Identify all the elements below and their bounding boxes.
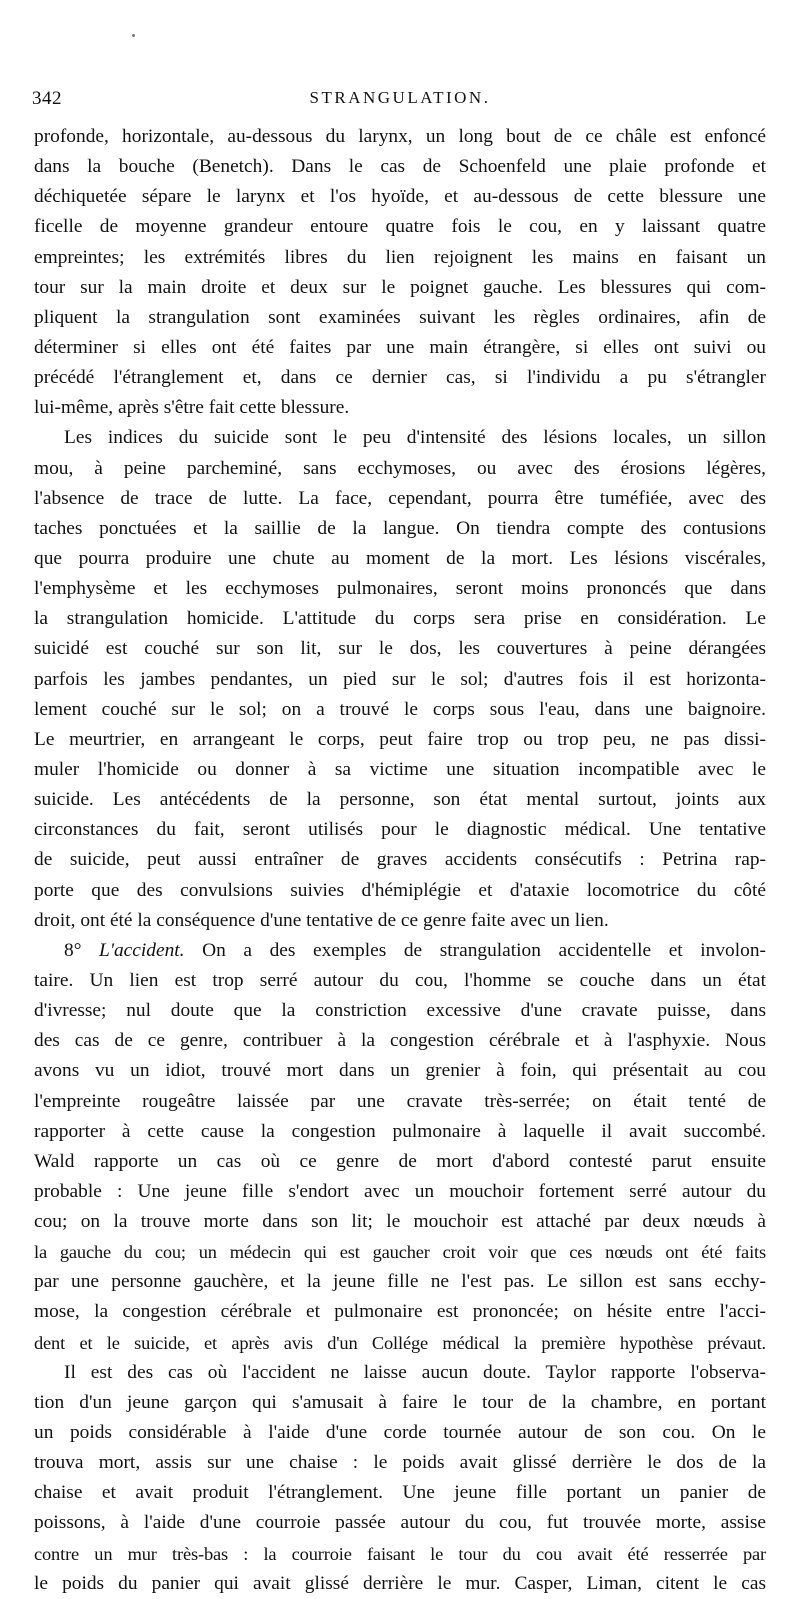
- text-line: profonde, horizontale, au-dessous du larynx, un long bout de ce châle est enfoncé: [34, 126, 766, 147]
- text-line: l'empreinte rougeâtre laissée par une cravate très-serrée; on était tenté de: [34, 1090, 766, 1112]
- page-header: [32, 88, 768, 114]
- print-speck: [132, 34, 135, 37]
- text-line: précédé l'étranglement et, dans ce dernier cas, si l'individu a pu s'étrangler: [34, 367, 766, 389]
- text-line: tion d'un jeune garçon qui s'amusait à faire le tour de la chambre, en portant: [34, 1391, 766, 1413]
- text-line: déterminer si elles ont été faites par une main étrangère, si elles ont suivi ou: [34, 336, 766, 358]
- running-title: STRANGULATION.: [309, 88, 491, 107]
- text-line: de suicide, peut aussi entraîner de graves accidents consécutifs : Petrina rap-: [34, 849, 766, 871]
- text-line: taire. Un lien est trop serré autour du cou, l'homme se couche dans un état: [34, 969, 766, 991]
- text-line: suicidé est couché sur son lit, sur le dos, les couvertures à peine dérangées: [34, 638, 766, 660]
- paragraph-start: Il est des cas où l'accident ne laisse aucun doute. Taylor rapporte l'observa-: [64, 1361, 766, 1383]
- text-line: lement couché sur le sol; on a trouvé le corps sous l'eau, dans une baignoire.: [34, 698, 766, 720]
- text-line: Wald rapporte un cas où ce genre de mort d'abord contesté parut ensuite: [34, 1150, 766, 1172]
- text-line: parfois les jambes pendantes, un pied sur le sol; d'autres fois il est horizonta-: [34, 668, 766, 690]
- text-line: l'absence de trace de lutte. La face, cependant, pourra être tuméfiée, avec des: [34, 487, 766, 509]
- text-line: dent et le suicide, et après avis d'un Collége médical la première hypothèse prévaut.: [34, 1332, 766, 1353]
- text-line: suicide. Les antécédents de la personne, son état mental surtout, joints aux: [34, 789, 766, 811]
- body-text: [34, 122, 766, 1599]
- text-line: droit, ont été la conséquence d'une tentative de ce genre faite avec un lien.: [34, 909, 609, 931]
- text-line: muler l'homicide ou donner à sa victime une situation incompatible avec le: [34, 758, 766, 780]
- text-line: cou; on la trouve morte dans son lit; le mouchoir est attaché par deux nœuds à: [34, 1211, 766, 1233]
- text-line: pliquent la strangulation sont examinées suivant les règles ordinaires, afin de: [34, 306, 766, 328]
- text-line: la strangulation homicide. L'attitude du corps sera prise en considération. Le: [34, 608, 766, 630]
- section-text: On a des exemples de strangulation accidentelle et involon-: [202, 939, 766, 961]
- text-line: porte que des convulsions suivies d'hémiplégie et d'ataxie locomotrice du côté: [34, 879, 766, 901]
- text-line: tour sur la main droite et deux sur le poignet gauche. Les blessures qui com-: [34, 276, 766, 298]
- text-line: mou, à peine parcheminé, sans ecchymoses, ou avec des érosions légères,: [34, 457, 766, 479]
- text-line: un poids considérable à l'aide d'une corde tournée autour de son cou. On le: [34, 1422, 766, 1444]
- text-line: par une personne gauchère, et la jeune fille ne l'est pas. Le sillon est sans ecchy-: [34, 1271, 766, 1293]
- text-line: ficelle de moyenne grandeur entoure quatre fois le cou, en y laissant quatre: [34, 216, 766, 238]
- text-line: circonstances du fait, seront utilisés pour le diagnostic médical. Une tentative: [34, 819, 766, 841]
- text-line: rapporter à cette cause la congestion pulmonaire à laquelle il avait succombé.: [34, 1120, 766, 1142]
- text-line: d'ivresse; nul doute que la constriction excessive d'une cravate puisse, dans: [34, 1000, 766, 1022]
- text-line: des cas de ce genre, contribuer à la congestion cérébrale et à l'asphyxie. Nous: [34, 1030, 766, 1052]
- section-heading-line: [34, 936, 766, 966]
- section-number: 8°: [64, 939, 82, 961]
- text-line: trouva mort, assis sur une chaise : le poids avait glissé derrière le dos de la: [34, 1452, 766, 1474]
- text-line: lui-même, après s'être fait cette blessure.: [34, 397, 350, 419]
- text-line: que pourra produire une chute au moment de la mort. Les lésions viscérales,: [34, 547, 766, 569]
- text-line: le poids du panier qui avait glissé derrière le mur. Casper, Liman, citent le cas: [34, 1572, 766, 1594]
- text-line: mose, la congestion cérébrale et pulmonaire est prononcée; on hésite entre l'acci-: [34, 1301, 766, 1323]
- text-line: l'emphysème et les ecchymoses pulmonaires, seront moins prononcés que dans: [34, 578, 766, 600]
- text-line: dans la bouche (Benetch). Dans le cas de Schoenfeld une plaie profonde et: [34, 156, 766, 178]
- text-line: taches ponctuées et la saillie de la langue. On tiendra compte des contusions: [34, 517, 766, 539]
- page-number: 342: [32, 88, 62, 109]
- text-line: contre un mur très-bas : la courroie faisant le tour du cou avait été resserrée par: [34, 1543, 766, 1564]
- text-line: avons vu un idiot, trouvé mort dans un grenier à foin, qui présentait au cou: [34, 1060, 766, 1082]
- text-line: la gauche du cou; un médecin qui est gaucher croit voir que ces nœuds ont été faits: [34, 1242, 766, 1263]
- section-heading: L'accident.: [99, 939, 185, 961]
- text-line: déchiquetée sépare le larynx et l'os hyoïde, et au-dessous de cette blessure une: [34, 186, 766, 208]
- text-line: probable : Une jeune fille s'endort avec un mouchoir fortement serré autour du: [34, 1180, 766, 1202]
- paragraph-start: Les indices du suicide sont le peu d'intensité des lésions locales, un sillon: [64, 427, 766, 449]
- text-line: chaise et avait produit l'étranglement. Une jeune fille portant un panier de: [34, 1482, 766, 1504]
- text-line: Le meurtrier, en arrangeant le corps, peut faire trop ou trop peu, ne pas dissi-: [34, 728, 766, 750]
- text-line: empreintes; les extrémités libres du lien rejoignent les mains en faisant un: [34, 246, 766, 268]
- text-line: poissons, à l'aide d'une courroie passée autour du cou, fut trouvée morte, assise: [34, 1512, 766, 1534]
